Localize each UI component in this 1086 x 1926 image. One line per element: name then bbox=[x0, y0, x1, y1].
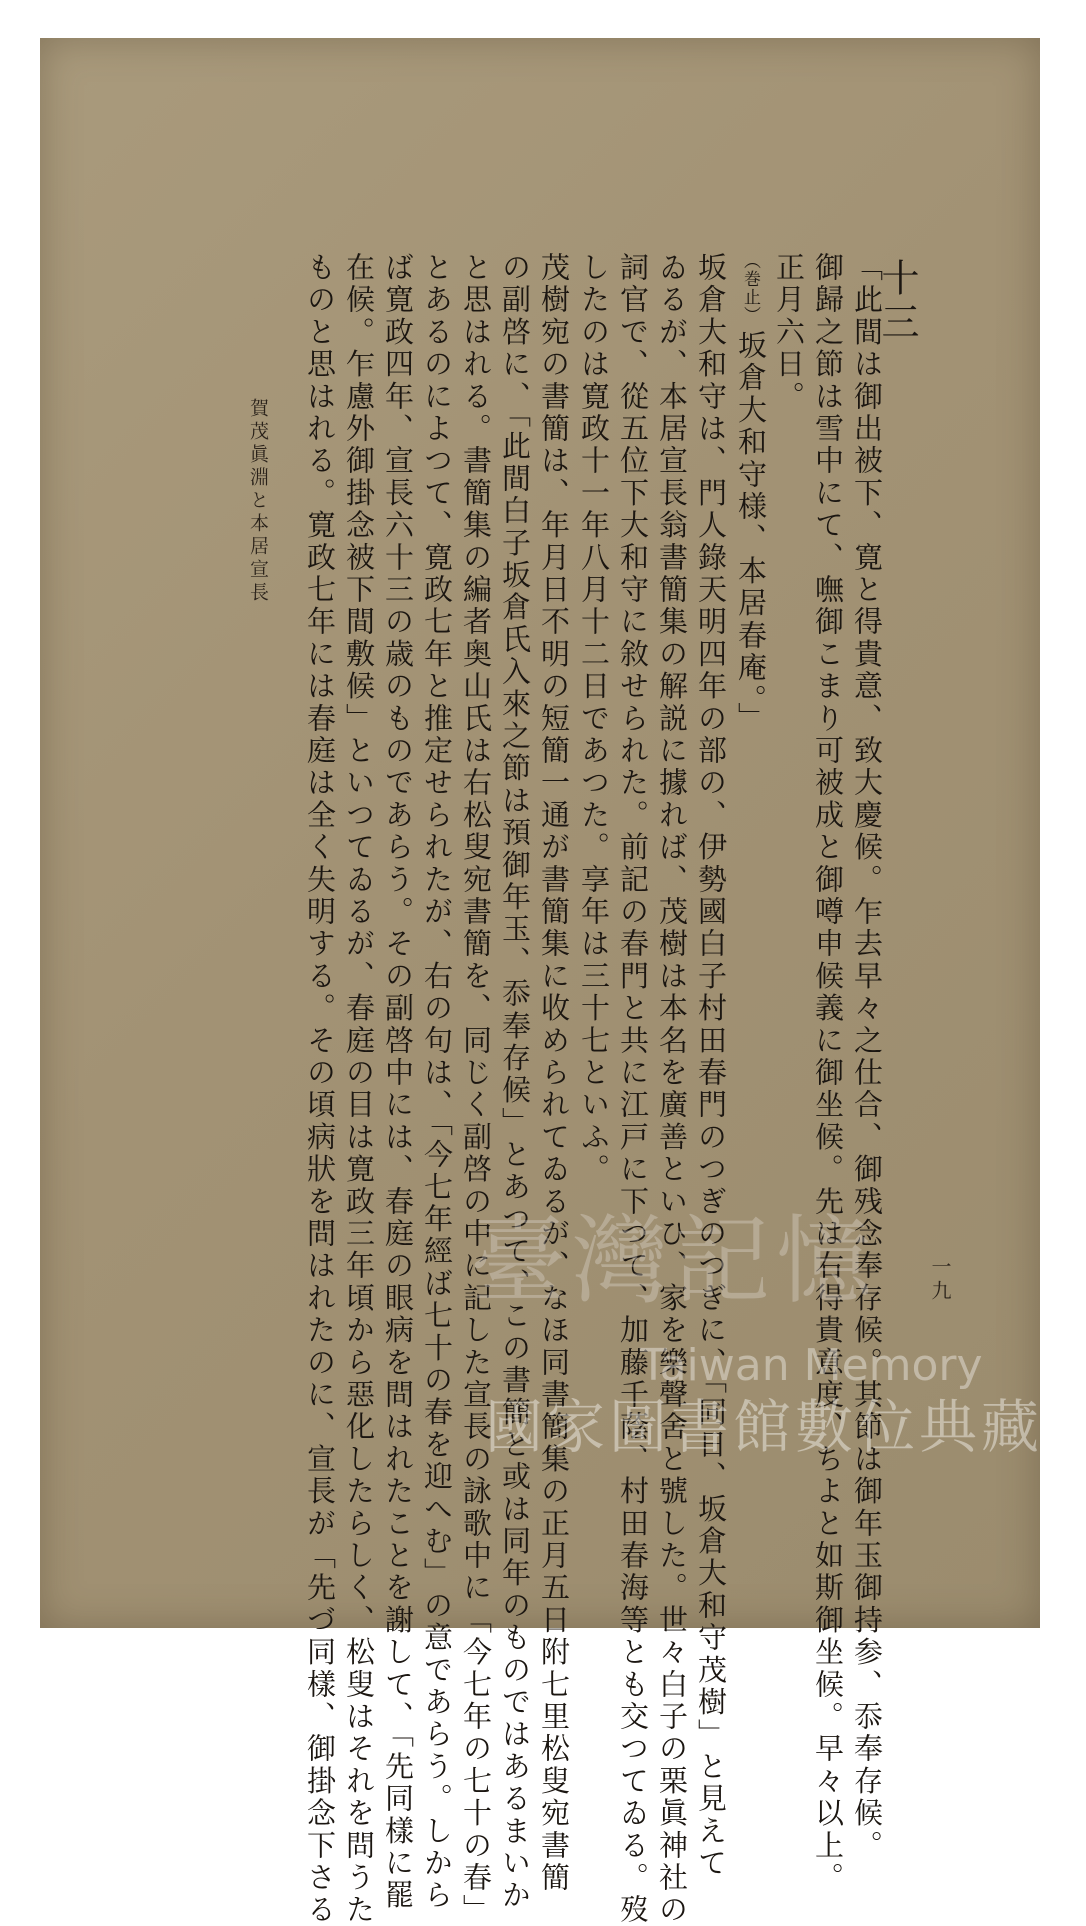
text-column-7: 詞官で、從五位下大和守に敘せられた。前記の春門と共に江戸に下つて、加藤千蔭、村田春海等とも交つてゐる。歿 bbox=[616, 252, 650, 1926]
text-column-15: ものと思はれる。寛政七年には春庭は全く失明する。その頃病狀を問はれたのに、宣長が「先づ同樣、御掛念下さる bbox=[303, 252, 337, 1926]
text-column-9: 茂樹宛の書簡は、年月日不明の短簡一通が書簡集に收められてゐるが、なほ同書簡集の正月五日附七里松叟宛書簡 bbox=[537, 252, 571, 1895]
text-column-14: 在候。乍慮外御掛念被下間敷候」といつてゐるが、春庭の目は寛政三年頃から惡化したらしく、松叟はそれを問うた bbox=[342, 252, 376, 1926]
text-column-13: ば寛政四年、宣長六十三の歳のものであらう。その副啓中には、春庭の眼病を問はれたことを謝して、「先同樣に罷 bbox=[381, 252, 415, 1912]
watermark-chinese: 國家圖書館數位典藏 bbox=[485, 1393, 1044, 1461]
text-column-3: 正月六日。 bbox=[772, 252, 806, 413]
text-column-10: の副啓に、「此間白子坂倉氏入來之節は預御年玉、忝奉存候」とあつて、この書簡と或は同年のものではあるまいか bbox=[498, 252, 532, 1912]
page-number: 一九 bbox=[928, 1256, 952, 1304]
running-head: 賀茂眞淵と本居宣長 bbox=[247, 398, 269, 605]
watermark-logo: 臺灣記憶 bbox=[470, 1205, 878, 1317]
text-column-4: 坂倉大和守様、本居春庵。」 bbox=[734, 330, 768, 735]
text-column-12: とあるのによつて、寛政七年と推定せられたが、右の句は、「今七年經ば七十の春を迎へむ」の意であらう。しから bbox=[420, 252, 454, 1912]
text-annotation: （巻止） bbox=[740, 252, 760, 324]
text-column-11: と思はれる。書簡集の編者奥山氏は右松叟宛書簡を、同じく副啓の中に記した宣長の詠歌中に「今七年の七十の春」 bbox=[459, 252, 493, 1926]
text-column-6: ゐるが、本居宣長翁書簡集の解説に據れば、茂樹は本名を廣善といひ、家を樂聲舍と號した。世々白子の栗眞神社の bbox=[655, 252, 689, 1926]
text-column-1: 「此間は御出被下、寛と得貴意、致大慶候。乍去早々之仕合、御残念奉存候。其節は御年玉御持参、忝奉存候。 bbox=[850, 252, 884, 1862]
watermark-english: Taiwan Memory bbox=[640, 1340, 983, 1391]
text-column-5: 坂倉大和守は、門人錄天明四年の部の、伊勢國白子村田春門のつぎのつぎに、「同日、坂倉大和守茂樹」と見えて bbox=[694, 252, 728, 1880]
text-column-8: したのは寛政十一年八月十二日であつた。享年は三十七といふ。 bbox=[577, 252, 611, 1186]
section-number: 十三 bbox=[875, 258, 919, 346]
text-column-2: 御歸之節は雪中にて、嘸御こまり可被成と御噂申候義に御坐候。先は右得貴意度、ちよと如斯御坐候。早々以上。 bbox=[811, 252, 845, 1895]
